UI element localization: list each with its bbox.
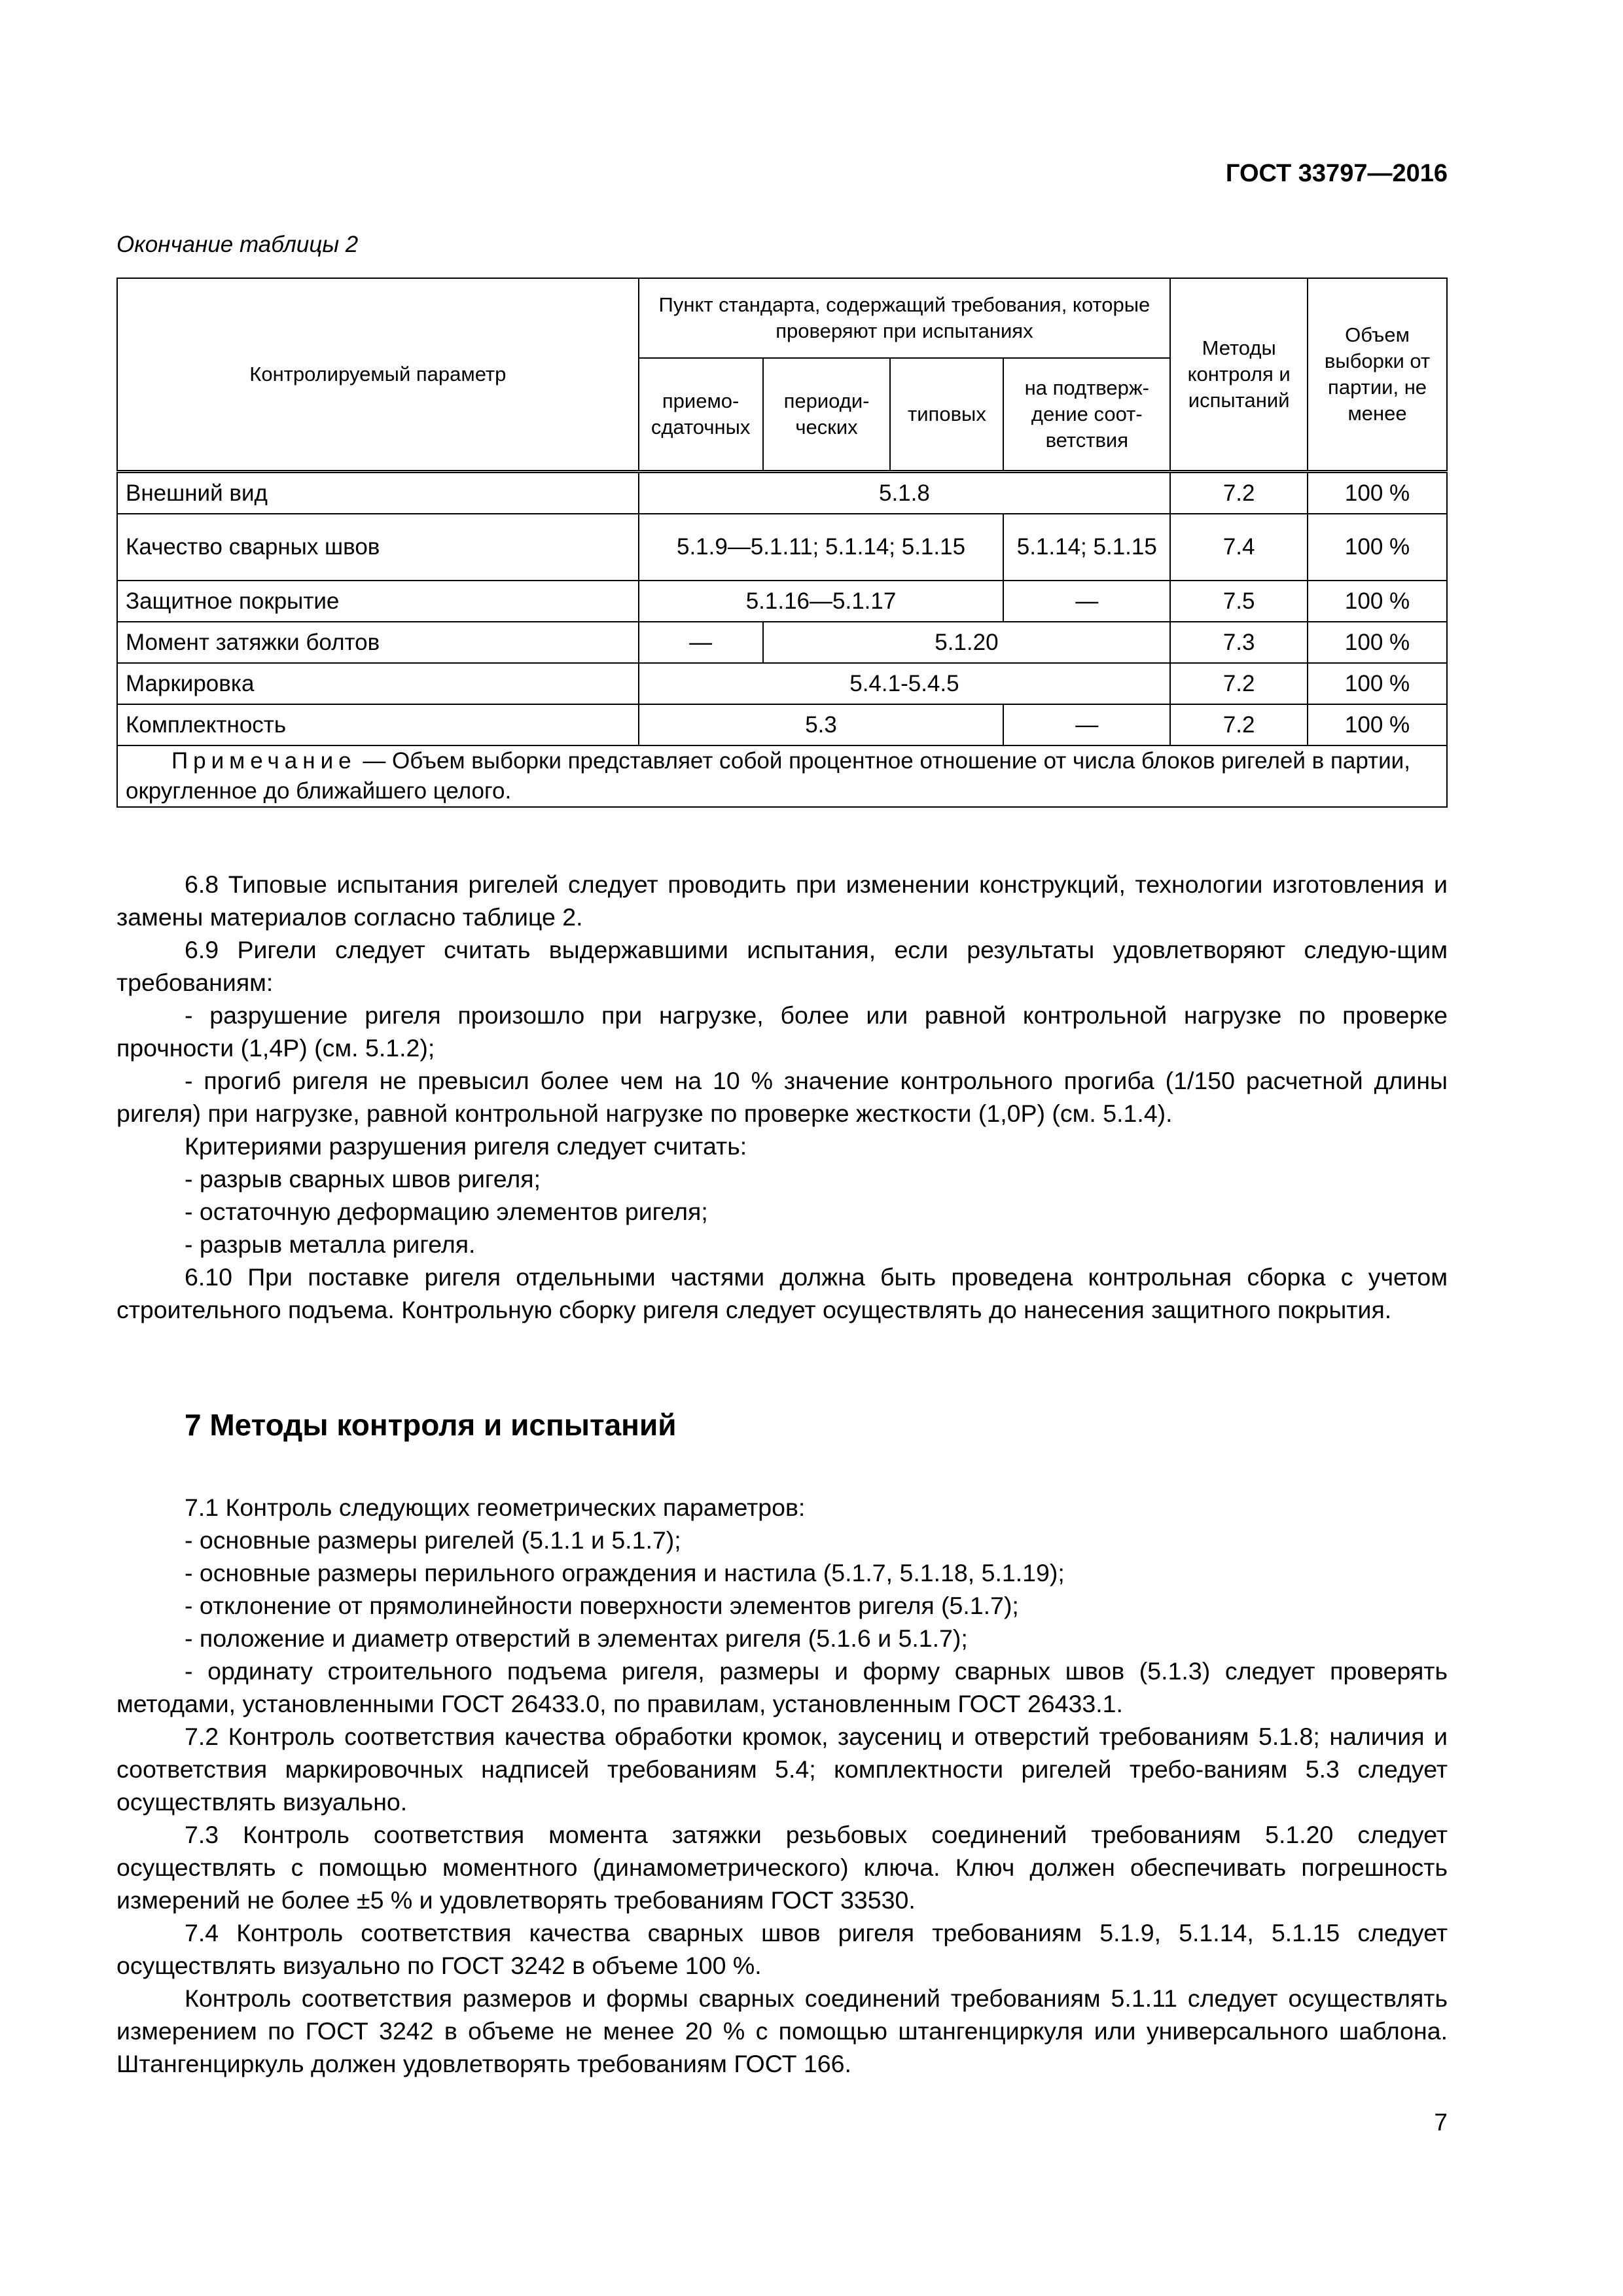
header-type: типовых [890,358,1003,472]
section-7-text [116,1491,1448,2080]
table-row [117,514,1447,581]
paragraph: - ординату строительного подъема ригеля, размеры и форму сварных швов (5.1.3) следует проверять методами, установленными ГОСТ 26433.0, по правилам, установленным ГОСТ 26433.1. [116,1657,1448,1717]
paragraph: - разрыв металла ригеля. [185,1230,476,1258]
cell-method: 7.4 [1170,514,1308,581]
table-row [117,581,1447,622]
paragraph: 7.3 Контроль соответствия момента затяжки резьбовых соединений требованиям 5.1.20 следует осуществлять с помощью моментного (динамометрического) ключа. Ключ должен обеспечивать погрешность измерений не более ±5 % и удовлетворять требованиям ГОСТ 33530. [116,1821,1448,1914]
cell-param: Маркировка [117,663,639,704]
cell-clauses: 5.3 [639,704,1004,745]
cell-conformity: 5.1.14; 5.1.15 [1003,514,1170,581]
paragraph: - остаточную деформацию элементов ригеля; [185,1198,708,1225]
cell-method: 7.2 [1170,663,1308,704]
cell-param: Защитное покрытие [117,581,639,622]
paragraph: - разрушение ригеля произошло при нагрузке, более или равной контрольной нагрузке по проверке прочности (1,4P) (см. 5.1.2); [116,1001,1448,1062]
requirements-table [116,278,1448,808]
table-note-row [117,745,1447,807]
header-acceptance: приемо-сдаточных [639,358,763,472]
cell-method: 7.5 [1170,581,1308,622]
table-row [117,622,1447,663]
table-caption: Окончание таблицы 2 [116,232,359,257]
cell-sample: 100 % [1308,704,1447,745]
paragraph: 7.1 Контроль следующих геометрических параметров: [185,1494,806,1521]
cell-clauses: 5.1.9—5.1.11; 5.1.14; 5.1.15 [639,514,1004,581]
paragraph: - положение и диаметр отверстий в элементах ригеля (5.1.6 и 5.1.7); [185,1624,968,1652]
paragraph: - основные размеры перильного ограждения и настила (5.1.7, 5.1.18, 5.1.19); [185,1559,1065,1587]
cell-method: 7.2 [1170,472,1308,514]
note-text: — Объем выборки представляет собой процентное отношение от числа блоков ригелей в партии, округленное до ближайшего целого. [126,748,1410,804]
cell-clauses: 5.1.20 [763,622,1171,663]
document-code: ГОСТ 33797—2016 [1225,160,1448,187]
table-row [117,663,1447,704]
cell-param: Комплектность [117,704,639,745]
paragraph: 7.2 Контроль соответствия качества обработки кромок, заусениц и отверстий требованиям 5.1.8; наличия и соответствия маркировочных надписей требованиям 5.4; комплектности ригелей требо-ваниям 5.3 следует осуществлять визуально. [116,1723,1448,1816]
section-6-text [116,868,1448,1326]
cell-param: Момент затяжки болтов [117,622,639,663]
paragraph: Контроль соответствия размеров и формы сварных соединений требованиям 5.1.11 следует осуществлять измерением по ГОСТ 3242 в объеме не менее 20 % с помощью штангенциркуля или универсального шаблона. Штангенциркуль должен удовлетворять требованиям ГОСТ 166. [116,1984,1448,2077]
page-number: 7 [1434,2109,1448,2136]
header-sample: Объем выборки от партии, не менее [1308,278,1447,472]
header-methods: Методы контроля и испытаний [1170,278,1308,472]
cell-clauses: 5.1.8 [639,472,1171,514]
header-periodic: периоди-ческих [763,358,891,472]
cell-method: 7.2 [1170,704,1308,745]
cell-method: 7.3 [1170,622,1308,663]
cell-param: Качество сварных швов [117,514,639,581]
table-row [117,704,1447,745]
table-row [117,472,1447,514]
table-note [117,745,1447,807]
note-label: Примечание [171,748,357,774]
cell-conformity: — [1003,581,1170,622]
cell-sample: 100 % [1308,581,1447,622]
paragraph: Критериями разрушения ригеля следует считать: [185,1132,747,1160]
header-conformity: на подтверж-дение соот-ветствия [1003,358,1170,472]
paragraph: - разрыв сварных швов ригеля; [185,1165,541,1193]
paragraph: 6.9 Ригели следует считать выдержавшими испытания, если результаты удовлетворяют следую-щим требованиям: [116,936,1448,996]
paragraph: 6.10 При поставке ригеля отдельными частями должна быть проведена контрольная сборка с учетом строительного подъема. Контрольную сборку ригеля следует осуществлять до нанесения защитного покрытия. [116,1263,1448,1323]
cell-clauses: 5.1.16—5.1.17 [639,581,1004,622]
paragraph: - основные размеры ригелей (5.1.1 и 5.1.7); [185,1526,681,1554]
header-group: Пункт стандарта, содержащий требования, которые проверяют при испытаниях [639,278,1171,358]
cell-clauses: 5.4.1-5.4.5 [639,663,1171,704]
paragraph: - прогиб ригеля не превысил более чем на 10 % значение контрольного прогиба (1/150 расчетной длины ригеля) при нагрузке, равной контрольной нагрузке по проверке жесткости (1,0P) (см. 5.1.4). [116,1067,1448,1127]
paragraph: - отклонение от прямолинейности поверхности элементов ригеля (5.1.7); [185,1592,1019,1619]
cell-acceptance: — [639,622,763,663]
cell-param: Внешний вид [117,472,639,514]
paragraph: 7.4 Контроль соответствия качества сварных швов ригеля требованиям 5.1.9, 5.1.14, 5.1.15 следует осуществлять визуально по ГОСТ 3242 в объеме 100 %. [116,1919,1448,1979]
cell-sample: 100 % [1308,663,1447,704]
section-title: 7 Методы контроля и испытаний [185,1408,677,1442]
cell-sample: 100 % [1308,472,1447,514]
cell-sample: 100 % [1308,514,1447,581]
header-param: Контролируемый параметр [117,278,639,472]
cell-conformity: — [1003,704,1170,745]
cell-sample: 100 % [1308,622,1447,663]
paragraph: 6.8 Типовые испытания ригелей следует проводить при изменении конструкций, технологии изготовления и замены материалов согласно таблице 2. [116,870,1448,931]
